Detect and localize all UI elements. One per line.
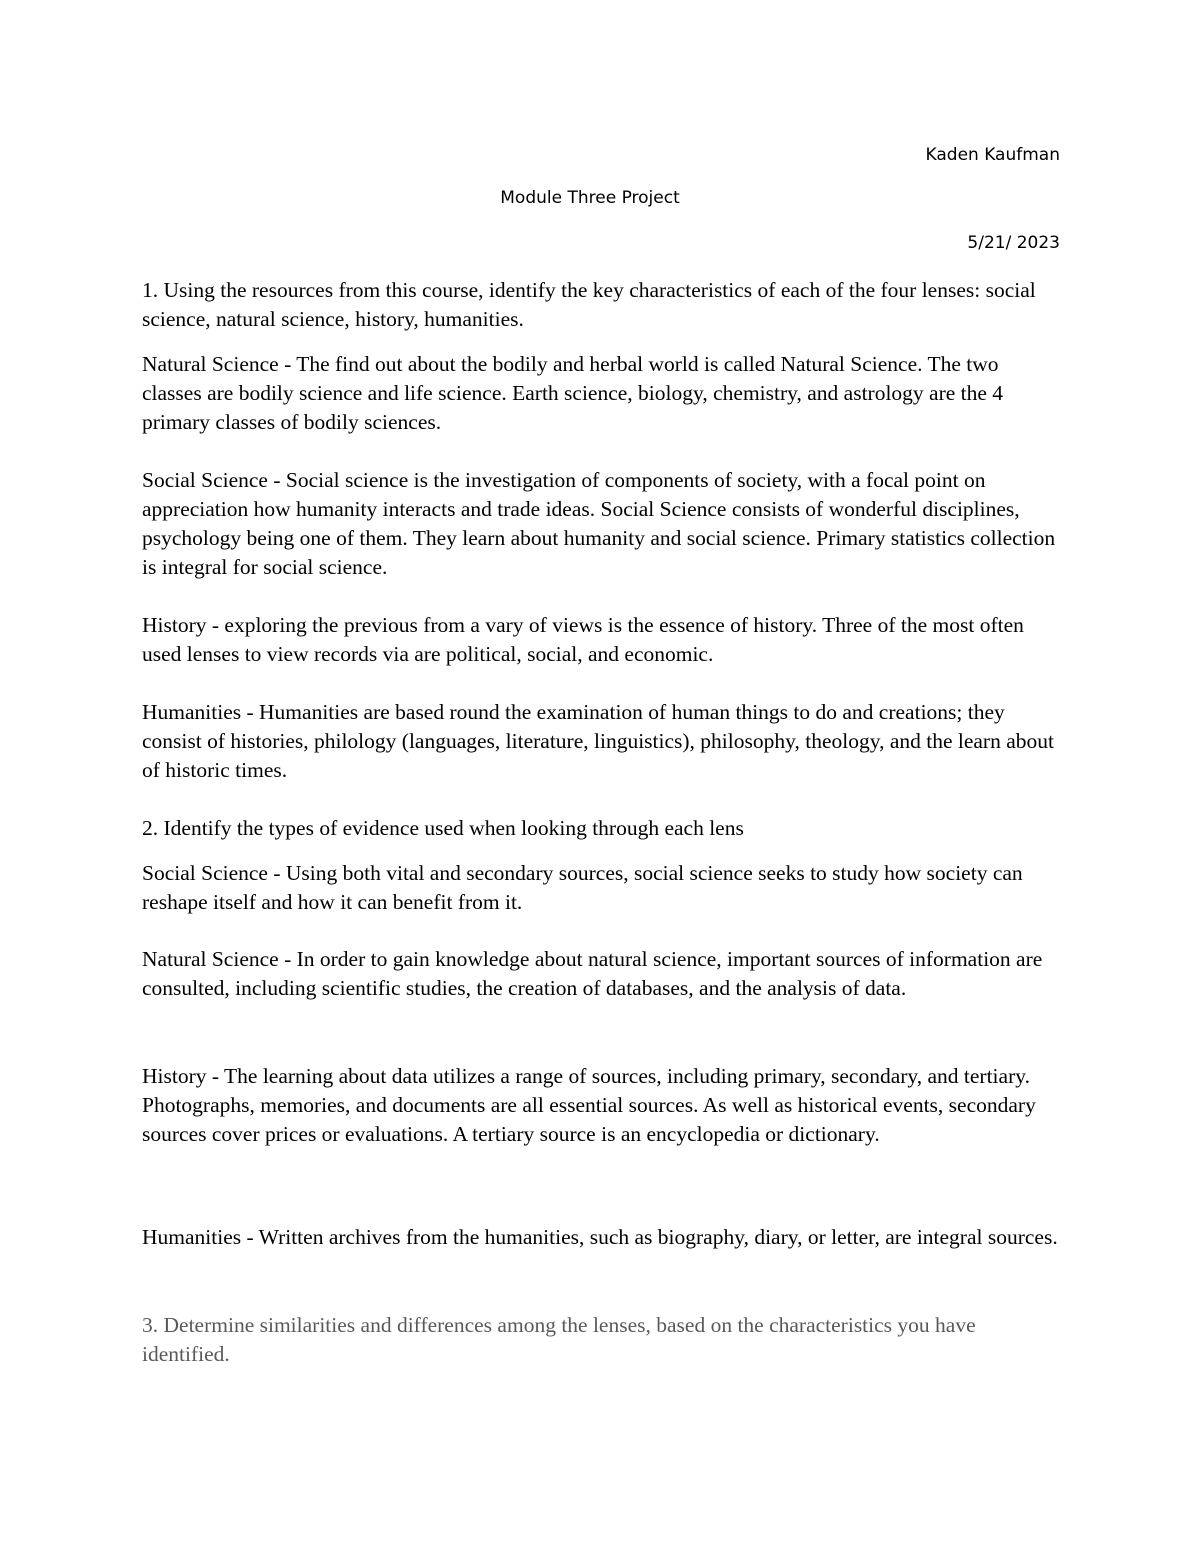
- q1-natural-science-paragraph: Natural Science - The find out about the bodily and herbal world is called Natural Science. The two classes are bodily science and life science. Earth science, biology, chemistry, and astrology are the 4 primary classes of bodily sciences.: [142, 352, 1004, 434]
- q2-history-paragraph: History - The learning about data utilizes a range of sources, including primary, secondary, and tertiary. Photographs, memories, and documents are all essential sources. As well as historical events, secondary sources cover prices or evaluations. A tertiary source is an encyclopedia or dictionary.: [142, 1064, 1036, 1146]
- question-2-prompt: 2. Identify the types of evidence used when looking through each lens: [142, 816, 744, 840]
- document-title: Module Three Project: [500, 188, 680, 208]
- author-name: Kaden Kaufman: [925, 145, 1060, 165]
- document-date: 5/21/ 2023: [967, 233, 1060, 253]
- q2-natural-science-paragraph: Natural Science - In order to gain knowledge about natural science, important sources of information are consulted, including scientific studies, the creation of databases, and the analysis of data.: [142, 947, 1043, 1000]
- q1-humanities-paragraph: Humanities - Humanities are based round the examination of human things to do and creations; they consist of histories, philology (languages, literature, linguistics), philosophy, theology, and the learn about of historic times.: [142, 700, 1054, 782]
- question-3-prompt: 3. Determine similarities and differences among the lenses, based on the characteristics you have identified.: [142, 1313, 976, 1366]
- q2-humanities-paragraph: Humanities - Written archives from the humanities, such as biography, diary, or letter, are integral sources.: [142, 1225, 1058, 1249]
- q2-social-science-paragraph: Social Science - Using both vital and secondary sources, social science seeks to study how society can reshape itself and how it can benefit from it.: [142, 861, 1023, 914]
- q1-history-paragraph: History - exploring the previous from a vary of views is the essence of history. Three of the most often used lenses to view records via are political, social, and economic.: [142, 613, 1024, 666]
- q1-social-science-paragraph: Social Science - Social science is the investigation of components of society, with a focal point on appreciation how humanity interacts and trade ideas. Social Science consists of wonderful disciplines, psychology being one of them. They learn about humanity and social science. Primary statistics collection is integral for social science.: [142, 468, 1056, 579]
- question-1-prompt: 1. Using the resources from this course, identify the key characteristics of each of the four lenses: social science, natural science, history, humanities.: [142, 278, 1036, 331]
